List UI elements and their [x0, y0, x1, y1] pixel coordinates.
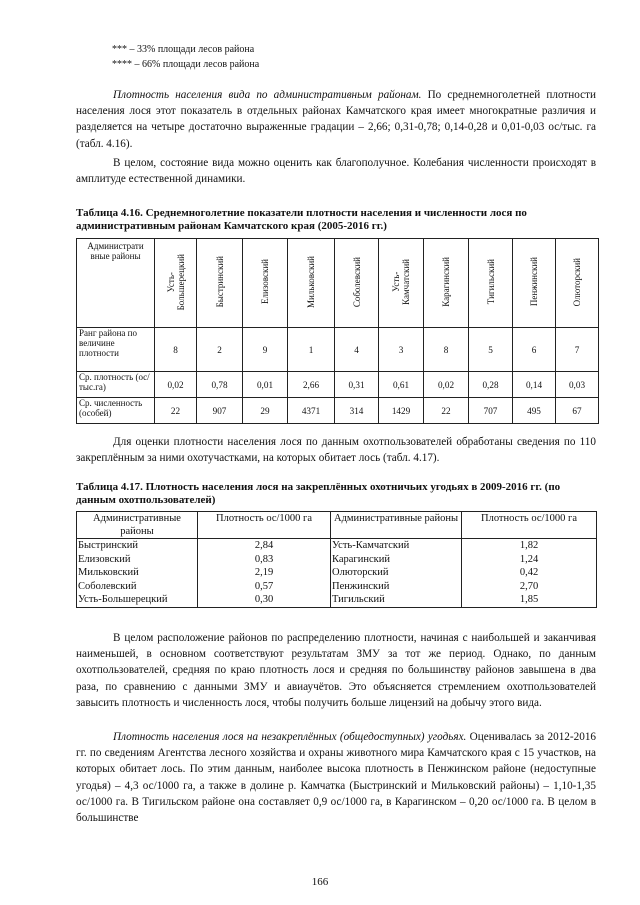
table-header-row [77, 512, 597, 539]
density-cell: 1,82 [462, 539, 597, 553]
table-4-17 [76, 511, 597, 608]
column-header [424, 239, 469, 328]
header-district-left: Административные районы [77, 512, 198, 539]
table-cell: 0,03 [556, 372, 599, 398]
district-cell: Быстринский [77, 539, 198, 553]
column-header [379, 239, 424, 328]
district-cell: Тигильский [331, 593, 462, 607]
paragraph-public-lands [76, 729, 596, 826]
table-cell: 67 [556, 398, 599, 424]
table-cell: 7 [556, 328, 599, 372]
column-header [513, 239, 556, 328]
corner-header: Администрати вные районы [77, 239, 155, 328]
column-header-label: Мильковский [306, 255, 316, 309]
density-cell: 1,24 [462, 553, 597, 567]
table-row [77, 328, 599, 372]
table-cell: 0,14 [513, 372, 556, 398]
density-cell: 0,57 [198, 580, 331, 594]
column-header [288, 239, 335, 328]
table-cell: 314 [335, 398, 379, 424]
district-cell: Усть-Камчатский [331, 539, 462, 553]
district-cell: Олюторский [331, 566, 462, 580]
table-cell: 0,78 [197, 372, 243, 398]
district-cell: Елизовский [77, 553, 198, 567]
table-row [77, 539, 597, 553]
table-cell: 6 [513, 328, 556, 372]
table-cell: 8 [424, 328, 469, 372]
table-row [77, 593, 597, 607]
table-cell: 5 [469, 328, 513, 372]
table-cell: 0,31 [335, 372, 379, 398]
row-label: Ранг района по величине плотности [77, 328, 155, 372]
header-density-right: Плотность ос/1000 га [462, 512, 597, 539]
column-header-label: Быстринский [214, 256, 225, 308]
paragraph-comparison: В целом расположение районов по распределению плотности, начиная с наибольшей и заканчивая наименьшей, в основном соответствуют результатам ЗМУ за тот же период. Однако, по данным охотпользователей, средняя по краю плотность лося и средняя по большинству районов завышена в два раза, по сравнению с данными ЗМУ и авиаучётов. Это объясняется стремлением охотпользователей завысить плотность и численность лося, чтобы получить больше лицензий на добычу этого вида. [76, 632, 596, 709]
header-density-left: Плотность ос/1000 га [198, 512, 331, 539]
table-cell: 0,02 [155, 372, 197, 398]
table-cell: 3 [379, 328, 424, 372]
column-header [155, 239, 197, 328]
paragraph-heading-italic: Плотность населения лося на незакреплённых (общедоступных) угодьях. [113, 731, 467, 743]
table-cell: 4371 [288, 398, 335, 424]
table-cell: 8 [155, 328, 197, 372]
density-cell: 0,83 [198, 553, 331, 567]
column-header [197, 239, 243, 328]
table-cell: 2,66 [288, 372, 335, 398]
table-cell: 0,02 [424, 372, 469, 398]
table-cell: 22 [155, 398, 197, 424]
table-cell: 29 [243, 398, 288, 424]
table-cell: 0,28 [469, 372, 513, 398]
table-4-17-caption: Таблица 4.17. Плотность населения лося на закреплённых охотничьих угодьях в 2009-2016 гг. (по данным охотпользователей) [76, 481, 561, 506]
density-cell: 2,19 [198, 566, 331, 580]
paragraph-heading-italic: Плотность населения вида по административным районам. [113, 89, 422, 101]
paragraph-status: В целом, состояние вида можно оценить как благополучное. Колебания численности происходят в амплитуде естественной динамики. [76, 157, 596, 186]
column-header-label: Усть- Большерецкий [165, 253, 186, 311]
footnote-66: **** – 66% площади лесов района [112, 59, 260, 70]
column-header-label: Карагинский [441, 257, 451, 307]
table-header-row [77, 239, 599, 328]
table-row [77, 398, 599, 424]
district-cell: Усть-Большерецкий [77, 593, 198, 607]
table-row [77, 566, 597, 580]
district-cell: Пенжинский [331, 580, 462, 594]
paragraph-density-by-district [76, 87, 596, 152]
district-cell: Мильковский [77, 566, 198, 580]
column-header-label: Пенжинский [529, 257, 539, 307]
column-header-label: Олюторский [572, 257, 582, 307]
table-cell: 0,01 [243, 372, 288, 398]
table-cell: 22 [424, 398, 469, 424]
density-cell: 0,30 [198, 593, 331, 607]
table-cell: 1429 [379, 398, 424, 424]
density-cell: 2,84 [198, 539, 331, 553]
district-cell: Карагинский [331, 553, 462, 567]
table-cell: 4 [335, 328, 379, 372]
table-cell: 1 [288, 328, 335, 372]
table-4-16-caption: Таблица 4.16. Среднемноголетние показатели плотности населения и численности лося по административным районам Камчатского края (2005-2016 гг.) [76, 207, 527, 232]
column-header-label: Елизовский [260, 259, 270, 305]
column-header-label: Усть- Камчатский [391, 259, 411, 305]
table-cell: 0,61 [379, 372, 424, 398]
row-label: Ср. численность (особей) [77, 398, 155, 424]
density-cell: 1,85 [462, 593, 597, 607]
district-cell: Соболевский [77, 580, 198, 594]
table-cell: 9 [243, 328, 288, 372]
table-cell: 2 [197, 328, 243, 372]
header-district-right: Административные районы [331, 512, 462, 539]
row-label: Ср. плотность (ос/тыс.га) [77, 372, 155, 398]
page-number: 166 [311, 876, 329, 888]
table-cell: 707 [469, 398, 513, 424]
column-header [469, 239, 513, 328]
table-cell: 495 [513, 398, 556, 424]
table-row [77, 372, 599, 398]
column-header [556, 239, 599, 328]
paragraph-text: По среднемноголетней плотности населения лося этот показатель в отдельных районах Камчатского края имеет многократные различия и разделяется на четыре достаточно выраженные градации – 2,66; 0,31-0,78; 0,14-0,28 и 0,01-0,03 ос/тыс. га (табл. 4.16). [76, 89, 596, 150]
column-header [243, 239, 288, 328]
paragraph-hunters-data: Для оценки плотности населения лося по данным охотпользователей обработаны сведения по 110 закреплённым за ними охотучастками, на которых обитает лось (табл. 4.17). [76, 436, 596, 465]
table-row [77, 553, 597, 567]
column-header-label: Соболевский [351, 256, 362, 308]
table-row [77, 580, 597, 594]
table-cell: 907 [197, 398, 243, 424]
density-cell: 2,70 [462, 580, 597, 594]
table-4-16 [76, 238, 599, 424]
density-cell: 0,42 [462, 566, 597, 580]
footnote-33: *** – 33% площади лесов района [112, 44, 255, 55]
paragraph-text: Оценивалась за 2012-2016 гг. по сведениям Агентства лесного хозяйства и охраны животного мира Камчатского края с 15 участков, на которых обитает лось. По этим данным, наиболее высока плотность в Пенжинском районе (недоступные угодья) – 4,3 ос/1000 га, а также в долине р. Камчатка (Быстринский и Мильковский районы) – 1,10-1,35 ос/1000 га. В Тигильском районе она составляет 0,9 ос/1000 га, в Карагинском – 0,20 ос/1000 га. В целом в большинстве [76, 731, 597, 825]
column-header-label: Тигильский [485, 259, 496, 305]
column-header [335, 239, 379, 328]
